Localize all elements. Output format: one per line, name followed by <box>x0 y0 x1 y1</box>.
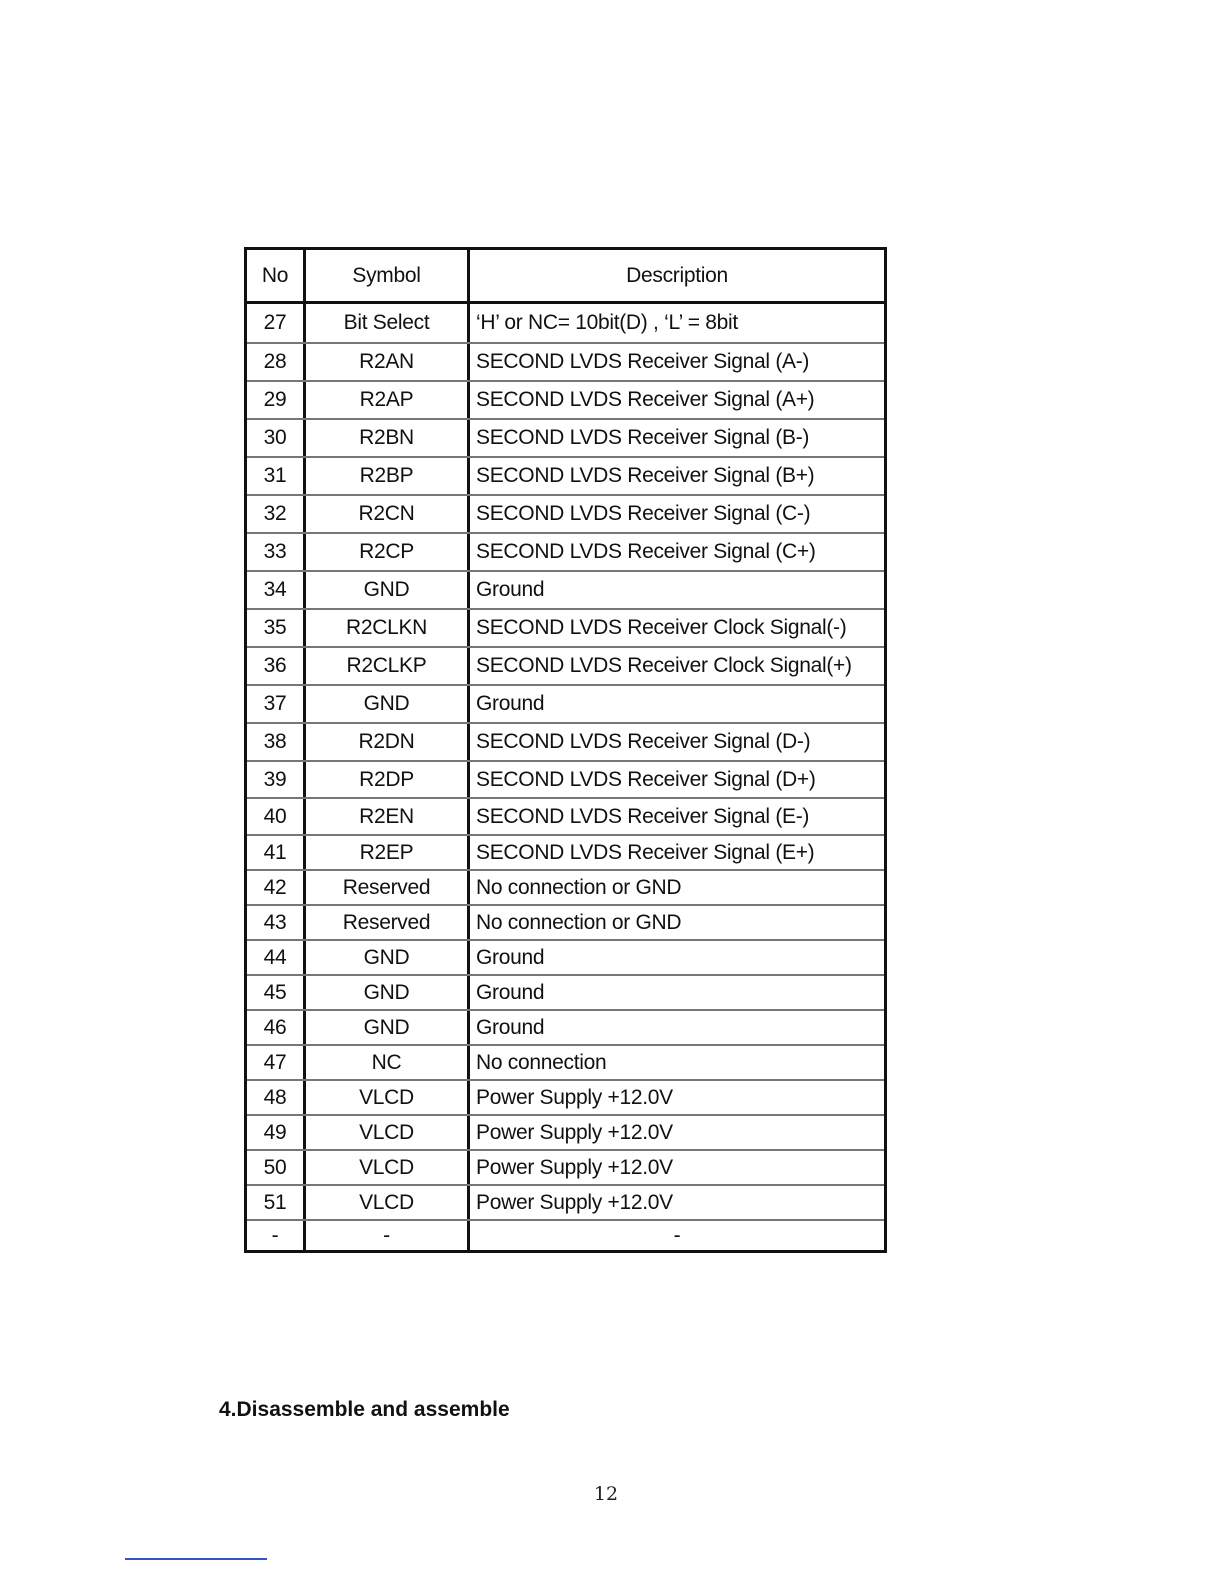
table-row <box>247 382 884 420</box>
cell-no: 38 <box>247 724 306 760</box>
table-row <box>247 1081 884 1116</box>
cell-description: Ground <box>476 945 545 969</box>
table-row <box>247 799 884 836</box>
cell-symbol: R2AN <box>306 344 470 380</box>
cell-no: 49 <box>247 1116 306 1149</box>
cell-description: SECOND LVDS Receiver Signal (D-) <box>476 730 811 753</box>
table-row <box>247 1151 884 1186</box>
cell-description: SECOND LVDS Receiver Signal (C-) <box>476 502 811 525</box>
cell-description: Power Supply +12.0V <box>476 1190 673 1214</box>
cell-no: 47 <box>247 1046 306 1079</box>
cell-description: Ground <box>476 578 545 601</box>
table-row <box>247 836 884 871</box>
table-row <box>247 648 884 686</box>
cell-no: 37 <box>247 686 306 722</box>
cell-symbol: VLCD <box>306 1081 470 1114</box>
cell-description: Power Supply +12.0V <box>476 1155 673 1179</box>
cell-symbol: R2DP <box>306 762 470 797</box>
table-row <box>247 762 884 799</box>
cell-no: 33 <box>247 534 306 570</box>
cell-description: No connection or GND <box>476 875 682 899</box>
cell-description: - <box>673 1223 681 1247</box>
cell-symbol: Reserved <box>306 871 470 904</box>
cell-symbol: R2CN <box>306 496 470 532</box>
cell-no: 51 <box>247 1186 306 1219</box>
cell-description: SECOND LVDS Receiver Clock Signal(+) <box>476 654 852 677</box>
cell-symbol: VLCD <box>306 1116 470 1149</box>
cell-no: 43 <box>247 906 306 939</box>
cell-symbol: - <box>306 1221 470 1250</box>
table-row <box>247 871 884 906</box>
table-row <box>247 572 884 610</box>
cell-no: 28 <box>247 344 306 380</box>
cell-description: SECOND LVDS Receiver Signal (D+) <box>476 767 816 791</box>
cell-description: No connection <box>476 1050 607 1074</box>
header-no: No <box>247 250 306 301</box>
cell-no: 39 <box>247 762 306 797</box>
table-row <box>247 496 884 534</box>
cell-description: SECOND LVDS Receiver Signal (B+) <box>476 464 815 487</box>
table-row <box>247 1186 884 1221</box>
cell-symbol: R2EN <box>306 799 470 834</box>
table-header-row <box>247 250 884 304</box>
cell-symbol: R2CLKN <box>306 610 470 646</box>
table-row <box>247 1116 884 1151</box>
pin-assignment-table <box>244 247 887 1253</box>
table-row <box>247 1046 884 1081</box>
cell-no: 45 <box>247 976 306 1009</box>
cell-description: SECOND LVDS Receiver Clock Signal(-) <box>476 616 847 639</box>
header-description: Description <box>626 263 728 287</box>
cell-description: SECOND LVDS Receiver Signal (A-) <box>476 350 810 373</box>
cell-symbol: R2CLKP <box>306 648 470 684</box>
cell-symbol: Bit Select <box>306 304 470 342</box>
cell-symbol: VLCD <box>306 1186 470 1219</box>
cell-description: Ground <box>476 980 545 1004</box>
cell-no: 32 <box>247 496 306 532</box>
table-row <box>247 906 884 941</box>
table-row <box>247 941 884 976</box>
table-row <box>247 304 884 344</box>
cell-no: - <box>247 1221 306 1250</box>
cell-description: Ground <box>476 1015 545 1039</box>
cell-symbol: GND <box>306 572 470 608</box>
cell-symbol: R2EP <box>306 836 470 869</box>
cell-symbol: VLCD <box>306 1151 470 1184</box>
cell-description: Power Supply +12.0V <box>476 1120 673 1144</box>
cell-description: ‘H’ or NC= 10bit(D) , ‘L’ = 8bit <box>476 311 738 334</box>
section-heading: 4.Disassemble and assemble <box>219 1398 510 1421</box>
cell-no: 35 <box>247 610 306 646</box>
cell-description: SECOND LVDS Receiver Signal (E-) <box>476 804 810 828</box>
table-row <box>247 1221 884 1250</box>
cell-symbol: R2DN <box>306 724 470 760</box>
cell-description: Ground <box>476 692 545 715</box>
cell-symbol: R2CP <box>306 534 470 570</box>
table-row <box>247 458 884 496</box>
cell-no: 44 <box>247 941 306 974</box>
page-number: 12 <box>593 1483 619 1505</box>
cell-no: 46 <box>247 1011 306 1044</box>
cell-description: Power Supply +12.0V <box>476 1085 673 1109</box>
cell-no: 30 <box>247 420 306 456</box>
cell-symbol: R2AP <box>306 382 470 418</box>
header-symbol: Symbol <box>306 250 470 301</box>
cell-no: 34 <box>247 572 306 608</box>
cell-no: 50 <box>247 1151 306 1184</box>
cell-no: 40 <box>247 799 306 834</box>
table-row <box>247 534 884 572</box>
cell-symbol: GND <box>306 686 470 722</box>
cell-symbol: GND <box>306 941 470 974</box>
table-row <box>247 1011 884 1046</box>
cell-no: 41 <box>247 836 306 869</box>
cell-description: SECOND LVDS Receiver Signal (E+) <box>476 840 815 864</box>
cell-no: 29 <box>247 382 306 418</box>
table-row <box>247 686 884 724</box>
footer-rule <box>125 1558 267 1560</box>
table-row <box>247 420 884 458</box>
table-row <box>247 610 884 648</box>
table-body <box>247 304 884 1250</box>
table-row <box>247 724 884 762</box>
cell-symbol: GND <box>306 1011 470 1044</box>
cell-description: No connection or GND <box>476 910 682 934</box>
cell-description: SECOND LVDS Receiver Signal (A+) <box>476 388 815 411</box>
cell-symbol: Reserved <box>306 906 470 939</box>
table-row <box>247 976 884 1011</box>
cell-symbol: R2BP <box>306 458 470 494</box>
cell-symbol: R2BN <box>306 420 470 456</box>
cell-description: SECOND LVDS Receiver Signal (B-) <box>476 426 810 449</box>
cell-no: 27 <box>247 304 306 342</box>
cell-symbol: GND <box>306 976 470 1009</box>
cell-no: 36 <box>247 648 306 684</box>
table-row <box>247 344 884 382</box>
cell-symbol: NC <box>306 1046 470 1079</box>
cell-no: 48 <box>247 1081 306 1114</box>
cell-description: SECOND LVDS Receiver Signal (C+) <box>476 540 816 563</box>
cell-no: 42 <box>247 871 306 904</box>
cell-no: 31 <box>247 458 306 494</box>
